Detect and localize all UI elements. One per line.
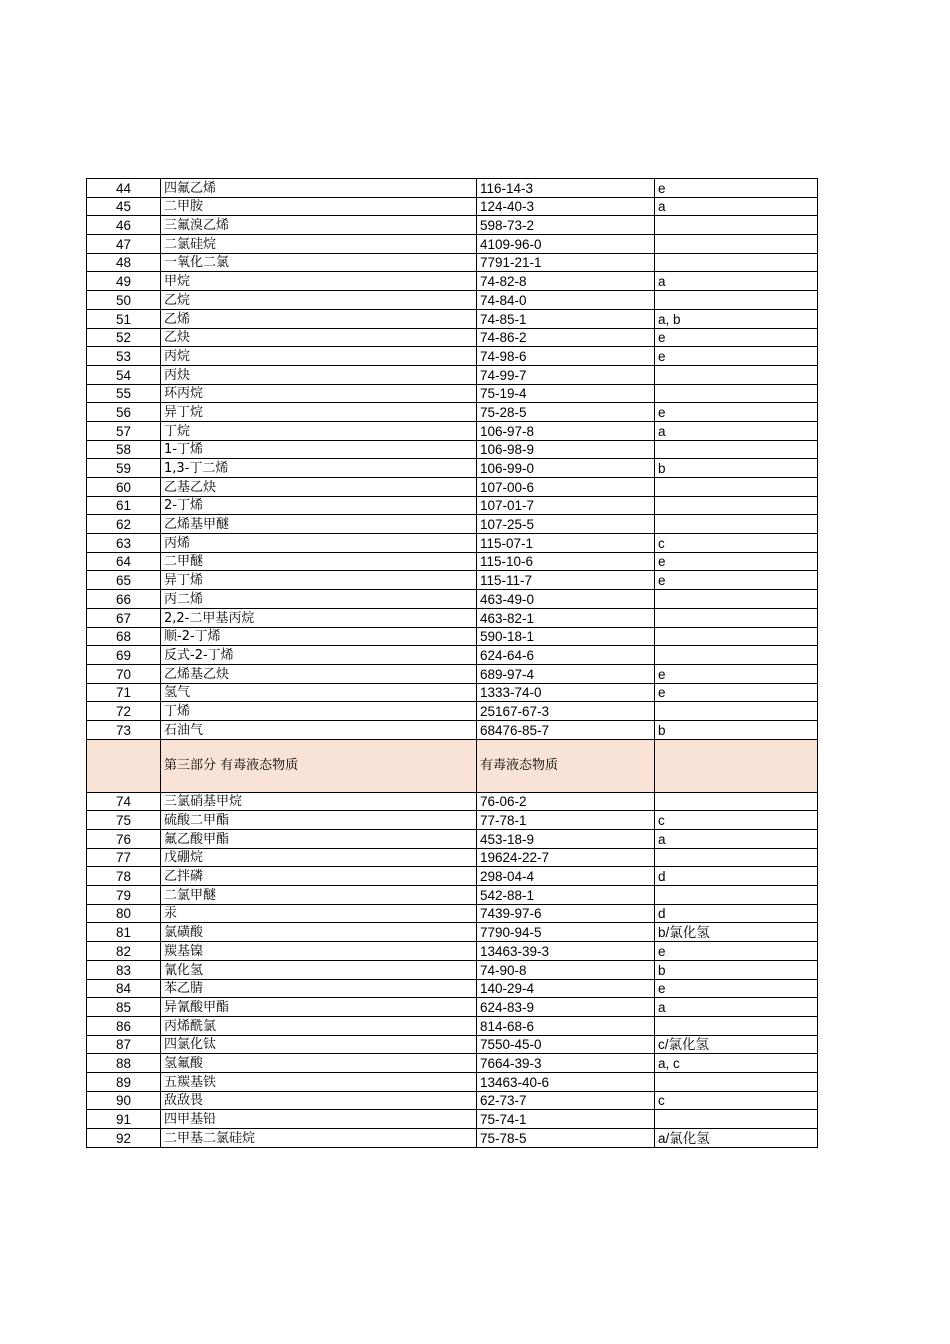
remark-cell: a, b <box>655 309 818 328</box>
section-note-cell <box>655 739 818 792</box>
substance-name-cell: 乙烷 <box>161 291 477 310</box>
table-row <box>87 1072 818 1091</box>
remark-cell <box>655 384 818 403</box>
substance-name-cell: 汞 <box>161 904 477 923</box>
cas-number-cell: 7439-97-6 <box>477 904 655 923</box>
cas-number-cell: 75-28-5 <box>477 403 655 422</box>
row-number-cell: 66 <box>87 590 161 609</box>
remark-cell: e <box>655 979 818 998</box>
table-row <box>87 1054 818 1073</box>
row-number-cell: 56 <box>87 403 161 422</box>
table-row <box>87 365 818 384</box>
table-row <box>87 197 818 216</box>
table-row <box>87 830 818 849</box>
substance-name-cell: 顺-2-丁烯 <box>161 627 477 646</box>
substance-name-cell: 二甲胺 <box>161 197 477 216</box>
remark-cell <box>655 627 818 646</box>
substance-name-cell: 丙烷 <box>161 347 477 366</box>
remark-cell <box>655 253 818 272</box>
row-number-cell: 83 <box>87 960 161 979</box>
table-row <box>87 328 818 347</box>
cas-number-cell: 68476-85-7 <box>477 720 655 739</box>
row-number-cell: 49 <box>87 272 161 291</box>
substance-name-cell: 氢氟酸 <box>161 1054 477 1073</box>
cas-number-cell: 140-29-4 <box>477 979 655 998</box>
row-number-cell: 85 <box>87 998 161 1017</box>
table-row <box>87 1110 818 1129</box>
cas-number-cell: 7791-21-1 <box>477 253 655 272</box>
remark-cell <box>655 365 818 384</box>
row-number-cell: 76 <box>87 830 161 849</box>
table-row <box>87 496 818 515</box>
substance-name-cell: 二甲醚 <box>161 552 477 571</box>
row-number-cell: 55 <box>87 384 161 403</box>
substance-name-cell: 异丁烷 <box>161 403 477 422</box>
remark-cell: a <box>655 197 818 216</box>
remark-cell <box>655 478 818 497</box>
table-body-section <box>87 739 818 792</box>
section-number-cell <box>87 739 161 792</box>
row-number-cell: 60 <box>87 478 161 497</box>
cas-number-cell: 74-84-0 <box>477 291 655 310</box>
cas-number-cell: 542-88-1 <box>477 886 655 905</box>
cas-number-cell: 7550-45-0 <box>477 1035 655 1054</box>
remark-cell: b/氯化氢 <box>655 923 818 942</box>
substance-name-cell: 乙基乙炔 <box>161 478 477 497</box>
substance-name-cell: 1,3-丁二烯 <box>161 459 477 478</box>
remark-cell: e <box>655 403 818 422</box>
table-row <box>87 272 818 291</box>
cas-number-cell: 107-00-6 <box>477 478 655 497</box>
row-number-cell: 74 <box>87 792 161 811</box>
row-number-cell: 73 <box>87 720 161 739</box>
remark-cell: a <box>655 830 818 849</box>
table-row <box>87 403 818 422</box>
cas-number-cell: 463-49-0 <box>477 590 655 609</box>
substance-name-cell: 异氰酸甲酯 <box>161 998 477 1017</box>
cas-number-cell: 77-78-1 <box>477 811 655 830</box>
table-row <box>87 1016 818 1035</box>
row-number-cell: 80 <box>87 904 161 923</box>
table-row <box>87 590 818 609</box>
table-row <box>87 646 818 665</box>
substance-name-cell: 四甲基铅 <box>161 1110 477 1129</box>
substance-table <box>86 178 818 1148</box>
table-row <box>87 235 818 254</box>
row-number-cell: 47 <box>87 235 161 254</box>
remark-cell: a <box>655 998 818 1017</box>
substance-name-cell: 丙烯 <box>161 534 477 553</box>
remark-cell <box>655 291 818 310</box>
cas-number-cell: 453-18-9 <box>477 830 655 849</box>
row-number-cell: 64 <box>87 552 161 571</box>
table-row <box>87 960 818 979</box>
row-number-cell: 59 <box>87 459 161 478</box>
substance-name-cell: 羰基镍 <box>161 942 477 961</box>
table-row <box>87 683 818 702</box>
cas-number-cell: 598-73-2 <box>477 216 655 235</box>
remark-cell: c <box>655 534 818 553</box>
cas-number-cell: 106-99-0 <box>477 459 655 478</box>
cas-number-cell: 62-73-7 <box>477 1091 655 1110</box>
remark-cell: a, c <box>655 1054 818 1073</box>
table-row <box>87 571 818 590</box>
table-body-part-three <box>87 792 818 1147</box>
cas-number-cell: 298-04-4 <box>477 867 655 886</box>
cas-number-cell: 463-82-1 <box>477 608 655 627</box>
row-number-cell: 79 <box>87 886 161 905</box>
substance-name-cell: 1-丁烯 <box>161 440 477 459</box>
row-number-cell: 61 <box>87 496 161 515</box>
row-number-cell: 67 <box>87 608 161 627</box>
cas-number-cell: 74-82-8 <box>477 272 655 291</box>
substance-name-cell: 石油气 <box>161 720 477 739</box>
substance-name-cell: 四氟乙烯 <box>161 179 477 198</box>
substance-name-cell: 三氟溴乙烯 <box>161 216 477 235</box>
row-number-cell: 57 <box>87 421 161 440</box>
table-row <box>87 440 818 459</box>
table-row <box>87 534 818 553</box>
row-number-cell: 75 <box>87 811 161 830</box>
remark-cell <box>655 515 818 534</box>
remark-cell <box>655 792 818 811</box>
cas-number-cell: 75-78-5 <box>477 1129 655 1148</box>
cas-number-cell: 624-64-6 <box>477 646 655 665</box>
table-row <box>87 478 818 497</box>
remark-cell: c/氯化氢 <box>655 1035 818 1054</box>
cas-number-cell: 13463-39-3 <box>477 942 655 961</box>
table-row <box>87 1035 818 1054</box>
cas-number-cell: 106-97-8 <box>477 421 655 440</box>
substance-name-cell: 敌敌畏 <box>161 1091 477 1110</box>
table-row <box>87 886 818 905</box>
row-number-cell: 62 <box>87 515 161 534</box>
table-row <box>87 291 818 310</box>
remark-cell: e <box>655 571 818 590</box>
remark-cell <box>655 216 818 235</box>
substance-name-cell: 丁烯 <box>161 702 477 721</box>
row-number-cell: 90 <box>87 1091 161 1110</box>
substance-name-cell: 乙烯 <box>161 309 477 328</box>
substance-name-cell: 五羰基铁 <box>161 1072 477 1091</box>
row-number-cell: 52 <box>87 328 161 347</box>
row-number-cell: 78 <box>87 867 161 886</box>
cas-number-cell: 590-18-1 <box>477 627 655 646</box>
remark-cell: d <box>655 867 818 886</box>
remark-cell <box>655 1110 818 1129</box>
cas-number-cell: 74-99-7 <box>477 365 655 384</box>
table-row <box>87 627 818 646</box>
table-row <box>87 421 818 440</box>
remark-cell <box>655 702 818 721</box>
remark-cell: e <box>655 683 818 702</box>
remark-cell <box>655 590 818 609</box>
substance-name-cell: 丁烷 <box>161 421 477 440</box>
cas-number-cell: 814-68-6 <box>477 1016 655 1035</box>
remark-cell: c <box>655 811 818 830</box>
substance-name-cell: 丙烯酰氯 <box>161 1016 477 1035</box>
table-row <box>87 702 818 721</box>
remark-cell: a <box>655 421 818 440</box>
cas-number-cell: 7790-94-5 <box>477 923 655 942</box>
row-number-cell: 88 <box>87 1054 161 1073</box>
substance-name-cell: 乙烯基乙炔 <box>161 664 477 683</box>
table-row <box>87 848 818 867</box>
remark-cell <box>655 1072 818 1091</box>
section-header-row <box>87 739 818 792</box>
remark-cell: e <box>655 328 818 347</box>
substance-name-cell: 甲烷 <box>161 272 477 291</box>
remark-cell: c <box>655 1091 818 1110</box>
table-row <box>87 664 818 683</box>
cas-number-cell: 624-83-9 <box>477 998 655 1017</box>
table-row <box>87 216 818 235</box>
row-number-cell: 54 <box>87 365 161 384</box>
cas-number-cell: 74-98-6 <box>477 347 655 366</box>
substance-name-cell: 硫酸二甲酯 <box>161 811 477 830</box>
cas-number-cell: 75-74-1 <box>477 1110 655 1129</box>
cas-number-cell: 7664-39-3 <box>477 1054 655 1073</box>
row-number-cell: 72 <box>87 702 161 721</box>
substance-name-cell: 戊硼烷 <box>161 848 477 867</box>
substance-name-cell: 氟乙酸甲酯 <box>161 830 477 849</box>
remark-cell <box>655 440 818 459</box>
row-number-cell: 89 <box>87 1072 161 1091</box>
cas-number-cell: 74-85-1 <box>477 309 655 328</box>
row-number-cell: 53 <box>87 347 161 366</box>
remark-cell: e <box>655 552 818 571</box>
row-number-cell: 84 <box>87 979 161 998</box>
remark-cell <box>655 646 818 665</box>
substance-name-cell: 二氯硅烷 <box>161 235 477 254</box>
substance-name-cell: 三氯硝基甲烷 <box>161 792 477 811</box>
remark-cell <box>655 496 818 515</box>
remark-cell: a <box>655 272 818 291</box>
table-row <box>87 179 818 198</box>
row-number-cell: 48 <box>87 253 161 272</box>
table-row <box>87 608 818 627</box>
cas-number-cell: 74-90-8 <box>477 960 655 979</box>
table-row <box>87 942 818 961</box>
cas-number-cell: 115-07-1 <box>477 534 655 553</box>
table-row <box>87 867 818 886</box>
table-row <box>87 384 818 403</box>
table-row <box>87 459 818 478</box>
remark-cell: e <box>655 664 818 683</box>
substance-name-cell: 异丁烯 <box>161 571 477 590</box>
remark-cell <box>655 886 818 905</box>
remark-cell: b <box>655 459 818 478</box>
cas-number-cell: 124-40-3 <box>477 197 655 216</box>
table-row <box>87 1129 818 1148</box>
substance-name-cell: 二甲基二氯硅烷 <box>161 1129 477 1148</box>
table-body-part-two <box>87 179 818 740</box>
remark-cell: b <box>655 960 818 979</box>
table-row <box>87 792 818 811</box>
table-row <box>87 979 818 998</box>
cas-number-cell: 1333-74-0 <box>477 683 655 702</box>
substance-name-cell: 一氧化二氯 <box>161 253 477 272</box>
cas-number-cell: 115-10-6 <box>477 552 655 571</box>
cas-number-cell: 13463-40-6 <box>477 1072 655 1091</box>
remark-cell: e <box>655 347 818 366</box>
row-number-cell: 70 <box>87 664 161 683</box>
substance-name-cell: 四氯化钛 <box>161 1035 477 1054</box>
remark-cell: b <box>655 720 818 739</box>
substance-name-cell: 丙二烯 <box>161 590 477 609</box>
substance-name-cell: 乙拌磷 <box>161 867 477 886</box>
row-number-cell: 46 <box>87 216 161 235</box>
cas-number-cell: 75-19-4 <box>477 384 655 403</box>
table-row <box>87 720 818 739</box>
remark-cell <box>655 608 818 627</box>
row-number-cell: 44 <box>87 179 161 198</box>
row-number-cell: 92 <box>87 1129 161 1148</box>
table-row <box>87 552 818 571</box>
remark-cell: e <box>655 942 818 961</box>
substance-name-cell: 丙炔 <box>161 365 477 384</box>
row-number-cell: 71 <box>87 683 161 702</box>
table-row <box>87 515 818 534</box>
row-number-cell: 86 <box>87 1016 161 1035</box>
row-number-cell: 68 <box>87 627 161 646</box>
substance-name-cell: 环丙烷 <box>161 384 477 403</box>
substance-name-cell: 2-丁烯 <box>161 496 477 515</box>
cas-number-cell: 107-01-7 <box>477 496 655 515</box>
table-row <box>87 811 818 830</box>
row-number-cell: 50 <box>87 291 161 310</box>
cas-number-cell: 74-86-2 <box>477 328 655 347</box>
cas-number-cell: 19624-22-7 <box>477 848 655 867</box>
table-row <box>87 309 818 328</box>
row-number-cell: 87 <box>87 1035 161 1054</box>
substance-name-cell: 二氯甲醚 <box>161 886 477 905</box>
row-number-cell: 82 <box>87 942 161 961</box>
cas-number-cell: 107-25-5 <box>477 515 655 534</box>
table-row <box>87 904 818 923</box>
substance-name-cell: 氢气 <box>161 683 477 702</box>
row-number-cell: 69 <box>87 646 161 665</box>
section-title-cell: 第三部分 有毒液态物质 <box>161 739 477 792</box>
row-number-cell: 77 <box>87 848 161 867</box>
remark-cell <box>655 1016 818 1035</box>
row-number-cell: 81 <box>87 923 161 942</box>
table-row <box>87 347 818 366</box>
table-row <box>87 923 818 942</box>
remark-cell: a/氯化氢 <box>655 1129 818 1148</box>
cas-number-cell: 4109-96-0 <box>477 235 655 254</box>
row-number-cell: 58 <box>87 440 161 459</box>
cas-number-cell: 116-14-3 <box>477 179 655 198</box>
substance-name-cell: 反式-2-丁烯 <box>161 646 477 665</box>
remark-cell <box>655 235 818 254</box>
row-number-cell: 65 <box>87 571 161 590</box>
substance-name-cell: 乙烯基甲醚 <box>161 515 477 534</box>
substance-name-cell: 乙炔 <box>161 328 477 347</box>
cas-number-cell: 76-06-2 <box>477 792 655 811</box>
substance-name-cell: 苯乙腈 <box>161 979 477 998</box>
remark-cell <box>655 848 818 867</box>
cas-number-cell: 689-97-4 <box>477 664 655 683</box>
remark-cell: d <box>655 904 818 923</box>
table-row <box>87 1091 818 1110</box>
row-number-cell: 45 <box>87 197 161 216</box>
substance-name-cell: 2,2-二甲基丙烷 <box>161 608 477 627</box>
row-number-cell: 51 <box>87 309 161 328</box>
cas-number-cell: 106-98-9 <box>477 440 655 459</box>
row-number-cell: 91 <box>87 1110 161 1129</box>
table-row <box>87 998 818 1017</box>
cas-number-cell: 25167-67-3 <box>477 702 655 721</box>
remark-cell: e <box>655 179 818 198</box>
cas-number-cell: 115-11-7 <box>477 571 655 590</box>
section-subtitle-cell: 有毒液态物质 <box>477 739 655 792</box>
row-number-cell: 63 <box>87 534 161 553</box>
substance-name-cell: 氯磺酸 <box>161 923 477 942</box>
substance-name-cell: 氰化氢 <box>161 960 477 979</box>
table-row <box>87 253 818 272</box>
